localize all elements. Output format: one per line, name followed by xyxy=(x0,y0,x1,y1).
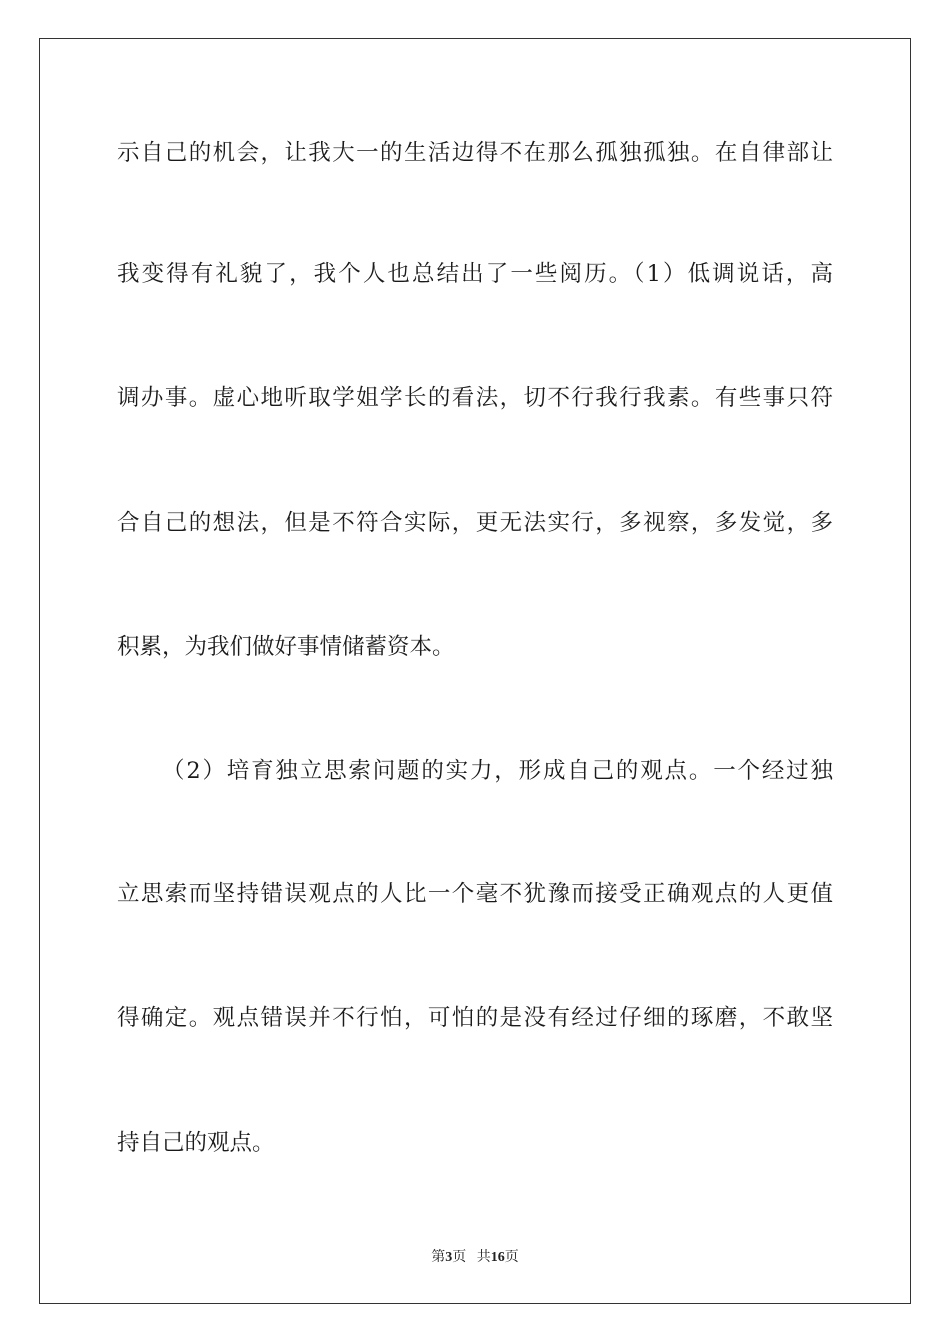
body-line-3: 调办事。虚心地听取学姐学长的看法，切不行我行我素。有些事只符 xyxy=(117,385,833,411)
footer-total-suffix: 页 xyxy=(504,1250,519,1265)
body-line-2: 我变得有礼貌了，我个人也总结出了一些阅历。（1）低调说话，高 xyxy=(117,261,833,287)
footer-page-suffix: 页 xyxy=(452,1250,467,1265)
page-border xyxy=(39,38,911,1304)
body-line-5: 积累，为我们做好事情储蓄资本。 xyxy=(117,634,455,660)
footer-page-number: 3 xyxy=(445,1250,453,1265)
footer-page-prefix: 第 xyxy=(431,1250,446,1265)
body-line-6: （2）培育独立思索问题的实力，形成自己的观点。一个经过独 xyxy=(162,758,833,784)
footer-total-prefix: 共 xyxy=(476,1250,491,1265)
body-line-1: 示自己的机会，让我大一的生活边得不在那么孤独孤独。在自律部让 xyxy=(117,140,833,166)
body-line-8: 得确定。观点错误并不行怕，可怕的是没有经过仔细的琢磨，不敢坚 xyxy=(117,1005,833,1031)
footer-total-number: 16 xyxy=(490,1250,505,1265)
page-footer xyxy=(0,1246,950,1266)
body-line-4: 合自己的想法，但是不符合实际，更无法实行，多视察，多发觉，多 xyxy=(117,510,833,536)
body-line-7: 立思索而坚持错误观点的人比一个毫不犹豫而接受正确观点的人更值 xyxy=(117,881,833,907)
body-line-9: 持自己的观点。 xyxy=(117,1130,275,1156)
